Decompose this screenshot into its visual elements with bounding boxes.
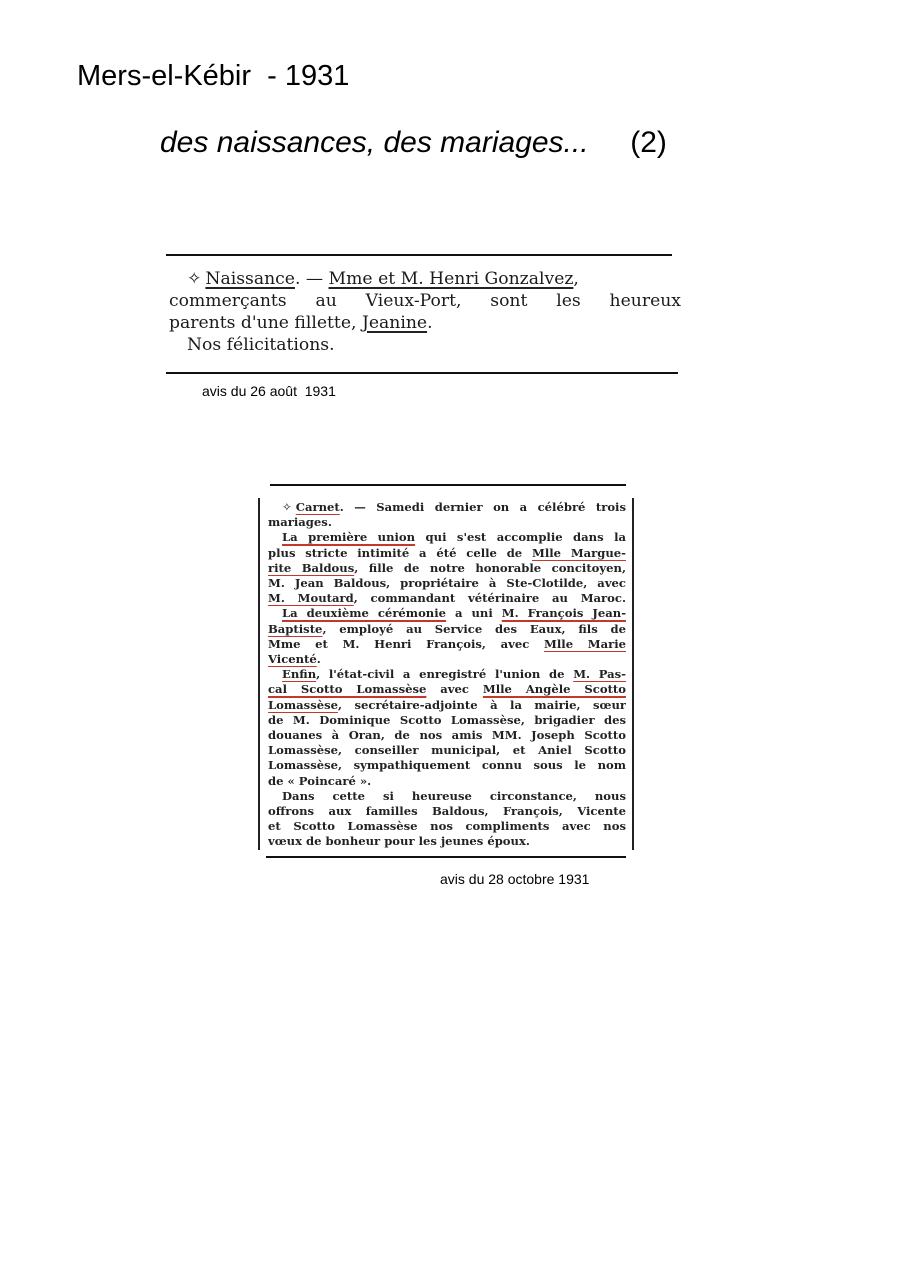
clipping-line: La deuxième cérémonie a uni M. François Jean- — [282, 606, 626, 621]
clipping-line: Mme et M. Henri François, avec Mlle Marie — [268, 636, 626, 651]
clipping-line: douanes à Oran, de nos amis MM. Joseph Scotto — [268, 728, 626, 743]
birth-notice-caption: avis du 26 août 1931 — [202, 383, 336, 399]
clipping-line: vœux de bonheur pour les jeunes époux. — [268, 834, 530, 849]
clipping-line: Lomassèse, secrétaire-adjointe à la mairie, sœur — [268, 697, 626, 712]
clipping-left-border — [258, 498, 260, 850]
clipping-line: plus stricte intimité a été celle de Mlle Margue- — [268, 545, 626, 560]
subtitle-number: (2) — [630, 126, 667, 159]
wedding-notice-text — [268, 500, 626, 850]
clipping-line: Nos félicitations. — [187, 335, 335, 355]
birth-notice-text — [169, 268, 681, 356]
clipping-line: Dans cette si heureuse circonstance, nous — [282, 788, 626, 803]
clipping-line: offrons aux familles Baldous, François, Vicente — [268, 804, 626, 819]
clipping-line: Baptiste, employé au Service des Eaux, fils de — [268, 621, 626, 636]
clipping-line: de « Poincaré ». — [268, 773, 372, 788]
clipping-line: La première union qui s'est accomplie dans la — [282, 530, 626, 545]
clipping-line: et Scotto Lomassèse nos compliments avec nos — [268, 819, 626, 834]
page-subtitle — [160, 124, 667, 162]
ornament-icon: ✧ — [282, 500, 290, 514]
clipping-line: rite Baldous, fille de notre honorable concitoyen, — [268, 560, 626, 575]
clipping-line: ✧ Naissance. — Mme et M. Henri Gonzalvez, — [187, 269, 579, 289]
clipping-bottom-rule — [266, 856, 626, 858]
clipping-line: de M. Dominique Scotto Lomassèse, brigadier des — [268, 712, 626, 727]
clipping-line: M. Moutard, commandant vétérinaire au Maroc. — [268, 591, 626, 606]
clipping-right-border — [632, 498, 634, 850]
clipping-top-rule — [270, 484, 626, 486]
clipping-top-rule — [166, 254, 672, 256]
clipping-line: ✧ Carnet. — Samedi dernier on a célébré trois — [282, 500, 626, 514]
wedding-notice-clipping — [256, 484, 638, 860]
clipping-bottom-rule — [166, 372, 678, 374]
clipping-line: commerçants au Vieux-Port, sont les heureux — [169, 291, 681, 311]
clipping-line: M. Jean Baldous, propriétaire à Ste-Clotilde, avec — [268, 576, 626, 591]
clipping-line: Lomassèse, sympathiquement connu sous le nom — [268, 758, 626, 773]
clipping-line: Vicenté. — [268, 652, 321, 667]
ornament-icon: ✧ — [187, 269, 200, 289]
subtitle-text: des naissances, des mariages... — [160, 126, 589, 159]
wedding-notice-caption: avis du 28 octobre 1931 — [440, 871, 590, 887]
birth-notice-clipping — [166, 254, 681, 374]
clipping-line: cal Scotto Lomassèse avec Mlle Angèle Scotto — [268, 682, 626, 697]
clipping-line: mariages. — [268, 515, 332, 530]
page-title: Mers-el-Kébir - 1931 — [77, 60, 350, 92]
clipping-line: parents d'une fillette, Jeanine. — [169, 313, 433, 333]
clipping-line: Lomassèse, conseiller municipal, et Aniel Scotto — [268, 743, 626, 758]
clipping-line: Enfin, l'état-civil a enregistré l'union de M. Pas- — [282, 667, 626, 682]
